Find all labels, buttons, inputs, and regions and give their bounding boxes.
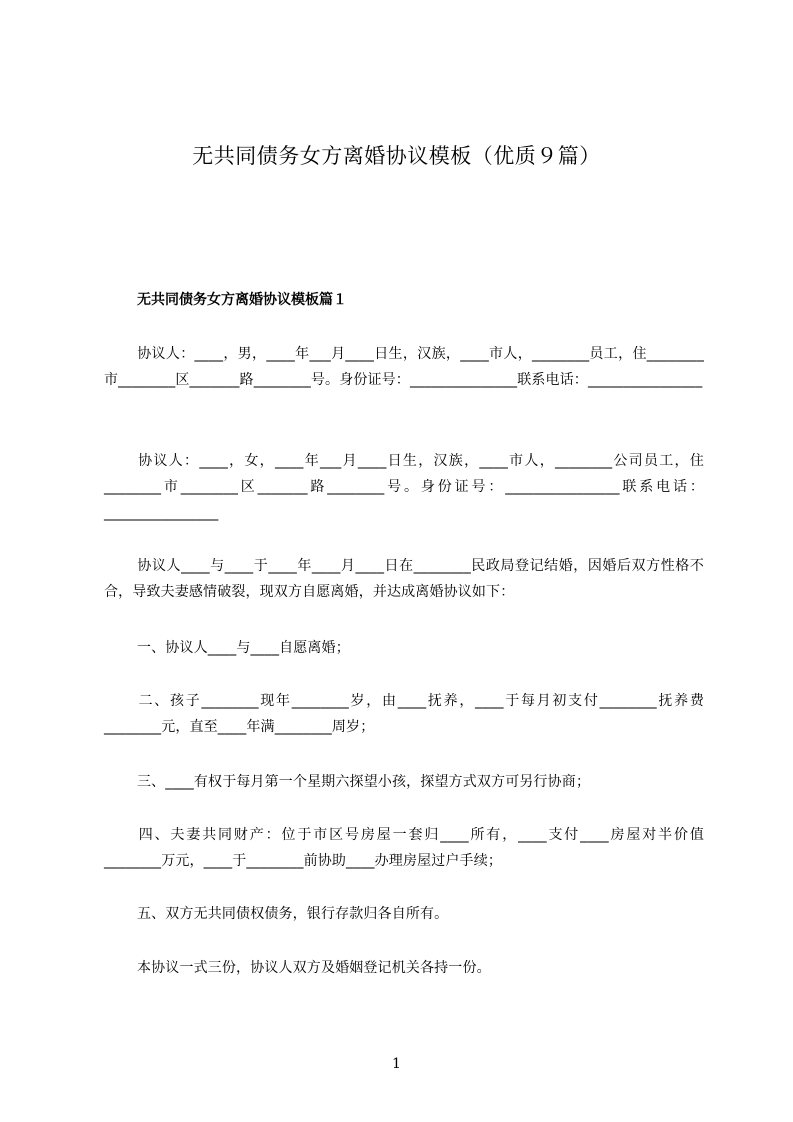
clause-joint-property: [104, 822, 704, 874]
paragraph-copies: [104, 955, 704, 981]
paragraph-text: 一、协议人____与____自愿离婚；: [137, 640, 350, 656]
paragraph-text: 协议人：____，女，____年___月____日生，汉族，____市人，________公司员工，住________市________区_______路________号。身份证号：________________联系电话：________________: [104, 453, 704, 521]
document-title: 无共同债务女方离婚协议模板（优质９篇）: [192, 144, 601, 168]
clause-child-custody: [104, 688, 704, 740]
paragraph-text: 五、双方无共同债权债务，银行存款归各自所有。: [137, 906, 449, 922]
paragraph-text: 四、夫妻共同财产：位于市区号房屋一套归____所有，____支付____房屋对半价值________万元，____于________前协助____办理房屋过户手续；: [104, 827, 704, 869]
paragraph-text: 本协议一式三份，协议人双方及婚姻登记机关各持一份。: [137, 960, 491, 976]
page-number: 1: [392, 1056, 401, 1072]
clause-voluntary-divorce: [104, 635, 704, 661]
paragraph-text: 二、孩子________现年________岁，由____抚养，____于每月初支付________抚养费________元，直至____年满________周岁；: [104, 693, 704, 735]
section-heading: 无共同债务女方离婚协议模板篇１: [137, 292, 347, 308]
clause-visitation: [104, 769, 704, 795]
clause-debts-and-savings: [104, 901, 704, 927]
paragraph-text: 协议人：____，男，____年___月____日生，汉族，____市人，________员工，住________市________区_______路________号。身份证号：_______________联系电话：________________: [104, 346, 704, 388]
paragraph-marriage-statement: [104, 553, 704, 605]
paragraph-text: 三、____有权于每月第一个星期六探望小孩，探望方式双方可另行协商；: [137, 774, 591, 790]
paragraph-text: 协议人____与____于____年____月____日在________民政局登记结婚，因婚后双方性格不合，导致夫妻感情破裂，现双方自愿离婚，并达成离婚协议如下：: [104, 558, 704, 600]
paragraph-female-party-info: [104, 448, 704, 526]
paragraph-male-party-info: [104, 341, 704, 393]
